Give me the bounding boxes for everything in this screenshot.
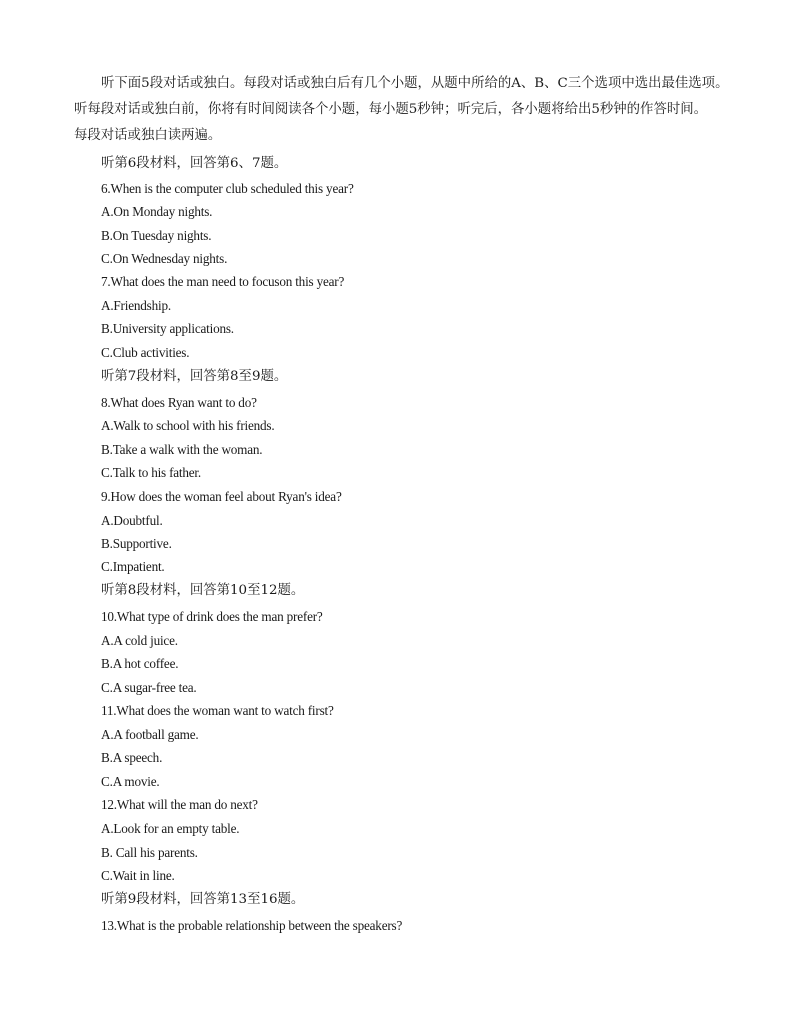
option-c: C.On Wednesday nights. — [101, 251, 228, 266]
question-stem: 12.What will the man do next? — [101, 797, 258, 812]
section-heading: 听第9段材料，回答第13至16题。 — [101, 892, 305, 907]
question-stem: 6.When is the computer club scheduled this year? — [101, 181, 354, 196]
option-a: A.Doubtful. — [101, 513, 163, 528]
option-a: A.Walk to school with his friends. — [101, 418, 275, 433]
intro-line-2: 听每段对话或独白前，你将有时间阅读各个小题，每小题5秒钟；听完后，各小题将给出5秒钟的作答时间。 — [74, 102, 708, 117]
option-c: C.A movie. — [101, 774, 160, 789]
intro-line-3: 每段对话或独白读两遍。 — [74, 128, 222, 143]
question-stem: 13.What is the probable relationship between the speakers? — [101, 918, 403, 933]
option-c: C.Impatient. — [101, 559, 165, 574]
option-a: A.Look for an empty table. — [101, 821, 240, 836]
option-b: B.Supportive. — [101, 536, 172, 551]
section-heading: 听第6段材料，回答第6、7题。 — [101, 156, 288, 171]
option-b: B.University applications. — [101, 321, 234, 336]
option-a: A.Friendship. — [101, 298, 171, 313]
option-c: C.Talk to his father. — [101, 465, 201, 480]
option-b: B.A hot coffee. — [101, 656, 179, 671]
option-b: B.On Tuesday nights. — [101, 228, 212, 243]
question-stem: 8.What does Ryan want to do? — [101, 395, 257, 410]
question-stem: 10.What type of drink does the man prefer? — [101, 609, 323, 624]
option-a: A.A football game. — [101, 727, 199, 742]
option-c: C.Club activities. — [101, 345, 190, 360]
section-heading: 听第7段材料，回答第8至9题。 — [101, 369, 288, 384]
section-heading: 听第8段材料，回答第10至12题。 — [101, 583, 305, 598]
option-c: C.Wait in line. — [101, 868, 175, 883]
option-a: A.A cold juice. — [101, 633, 178, 648]
question-stem: 9.How does the woman feel about Ryan's idea? — [101, 489, 342, 504]
question-stem: 7.What does the man need to focuson this year? — [101, 274, 345, 289]
option-c: C.A sugar-free tea. — [101, 680, 197, 695]
option-b: B.A speech. — [101, 750, 163, 765]
option-a: A.On Monday nights. — [101, 204, 213, 219]
intro-line-1: 听下面5段对话或独白。每段对话或独白后有几个小题，从题中所给的A、B、C三个选项中选出最佳选项。 — [101, 76, 729, 91]
option-b: B.Take a walk with the woman. — [101, 442, 263, 457]
option-b: B. Call his parents. — [101, 845, 198, 860]
question-stem: 11.What does the woman want to watch first? — [101, 703, 334, 718]
